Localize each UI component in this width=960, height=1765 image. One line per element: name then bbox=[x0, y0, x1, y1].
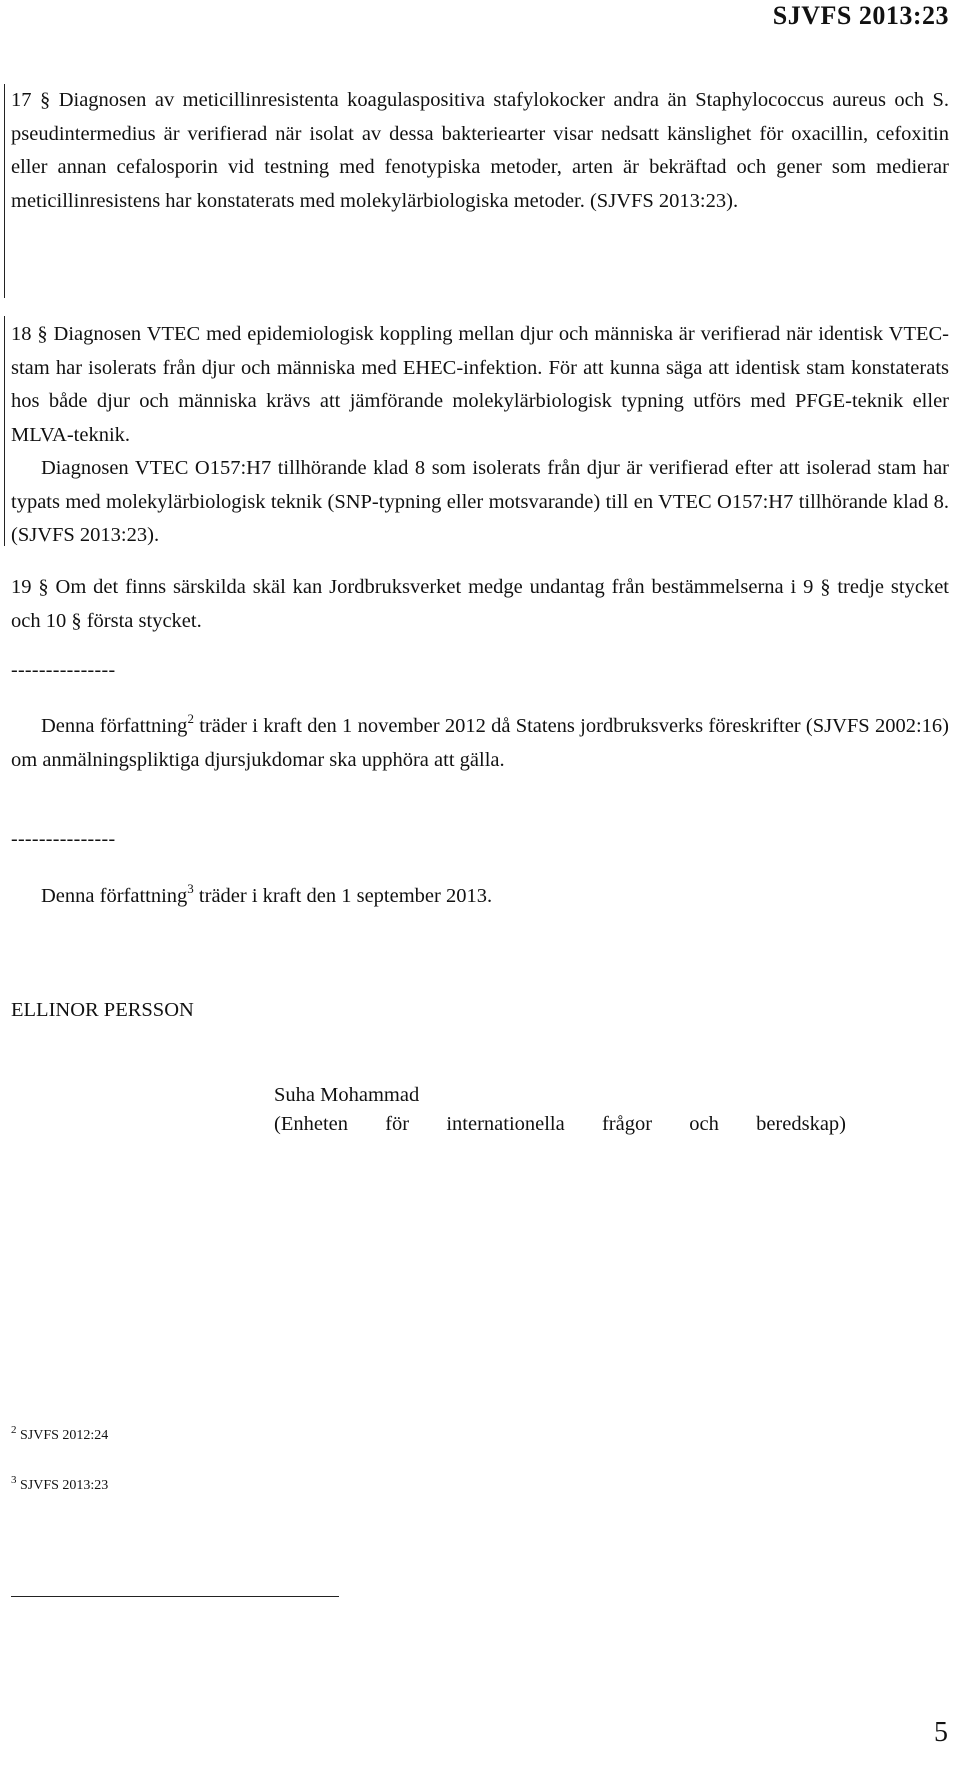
separator-line: --------------- bbox=[11, 828, 116, 850]
entry-1-lead: Denna författning bbox=[41, 715, 188, 737]
entry-2-rest: träder i kraft den 1 september 2013. bbox=[193, 885, 493, 907]
entry-into-force-2 bbox=[11, 880, 949, 914]
separator-line: --------------- bbox=[11, 659, 116, 681]
paragraph-19-text: 19 § Om det finns särskilda skäl kan Jordbruksverket medge undantag från bestämmelserna i 9 § tredje stycket och 10 § första stycket. bbox=[11, 576, 949, 632]
entry-1-rest: träder i kraft den 1 november 2012 då Statens jordbruksverks föreskrifter (SJVFS 2002:16) om anmälningspliktiga djursjukdomar ska upphöra att gälla. bbox=[11, 715, 949, 771]
paragraph-18 bbox=[11, 318, 949, 553]
paragraph-19 bbox=[11, 571, 949, 638]
footnote-3: $^3$ SJVFS 2013:23 bbox=[11, 1474, 109, 1493]
signatory-name: ELLINOR PERSSON bbox=[11, 999, 194, 1021]
footnote-2: $^2$ SJVFS 2012:24 bbox=[11, 1424, 109, 1443]
paragraph-17 bbox=[11, 84, 949, 218]
change-bar bbox=[4, 316, 5, 546]
page-number: 5 bbox=[934, 1717, 948, 1748]
footnote-ref-2: 2 bbox=[187, 711, 194, 726]
change-bar bbox=[4, 84, 5, 298]
footnote-rule bbox=[11, 1596, 339, 1597]
paragraph-17-text: 17 § Diagnosen av meticillinresistenta koagulaspositiva stafylokocker andra än Staphylococcus aureus och S. pseudintermedius är verifierad när isolat av dessa bakteriearter visar nedsatt känslighet för oxacillin, cefoxitin eller annan cefalosporin vid testning med fenotypiska metoder, arten är bekräftad och gener som medierar meticillinresistens har konstaterats med molekylärbiologiska metoder. (SJVFS 2013:23). bbox=[11, 89, 949, 212]
cosigner-unit: (Enheten för internationella frågor och beredskap) bbox=[274, 1113, 846, 1135]
cosigner-name: Suha Mohammad bbox=[274, 1084, 420, 1106]
entry-into-force-1 bbox=[11, 710, 949, 777]
document-reference: SJVFS 2013:23 bbox=[772, 1, 949, 30]
paragraph-18-text: 18 § Diagnosen VTEC med epidemiologisk koppling mellan djur och människa är verifierad när identisk VTEC-stam har isolerats från djur och människa med EHEC-infektion. För att kunna säga att identisk stam konstaterats hos både djur och människa krävs att jämförande molekylärbiologisk typning utförs med PFGE-teknik eller MLVA-teknik. bbox=[11, 323, 949, 446]
entry-2-lead: Denna författning bbox=[41, 885, 188, 907]
footnote-ref-3: 3 bbox=[187, 881, 194, 896]
paragraph-18-second: Diagnosen VTEC O157:H7 tillhörande klad 8 som isolerats från djur är verifierad efter att isolerad stam har typats med molekylärbiologisk teknik (SNP-typning eller motsvarande) till en VTEC O157:H7 tillhörande klad 8. (SJVFS 2013:23). bbox=[11, 457, 949, 546]
